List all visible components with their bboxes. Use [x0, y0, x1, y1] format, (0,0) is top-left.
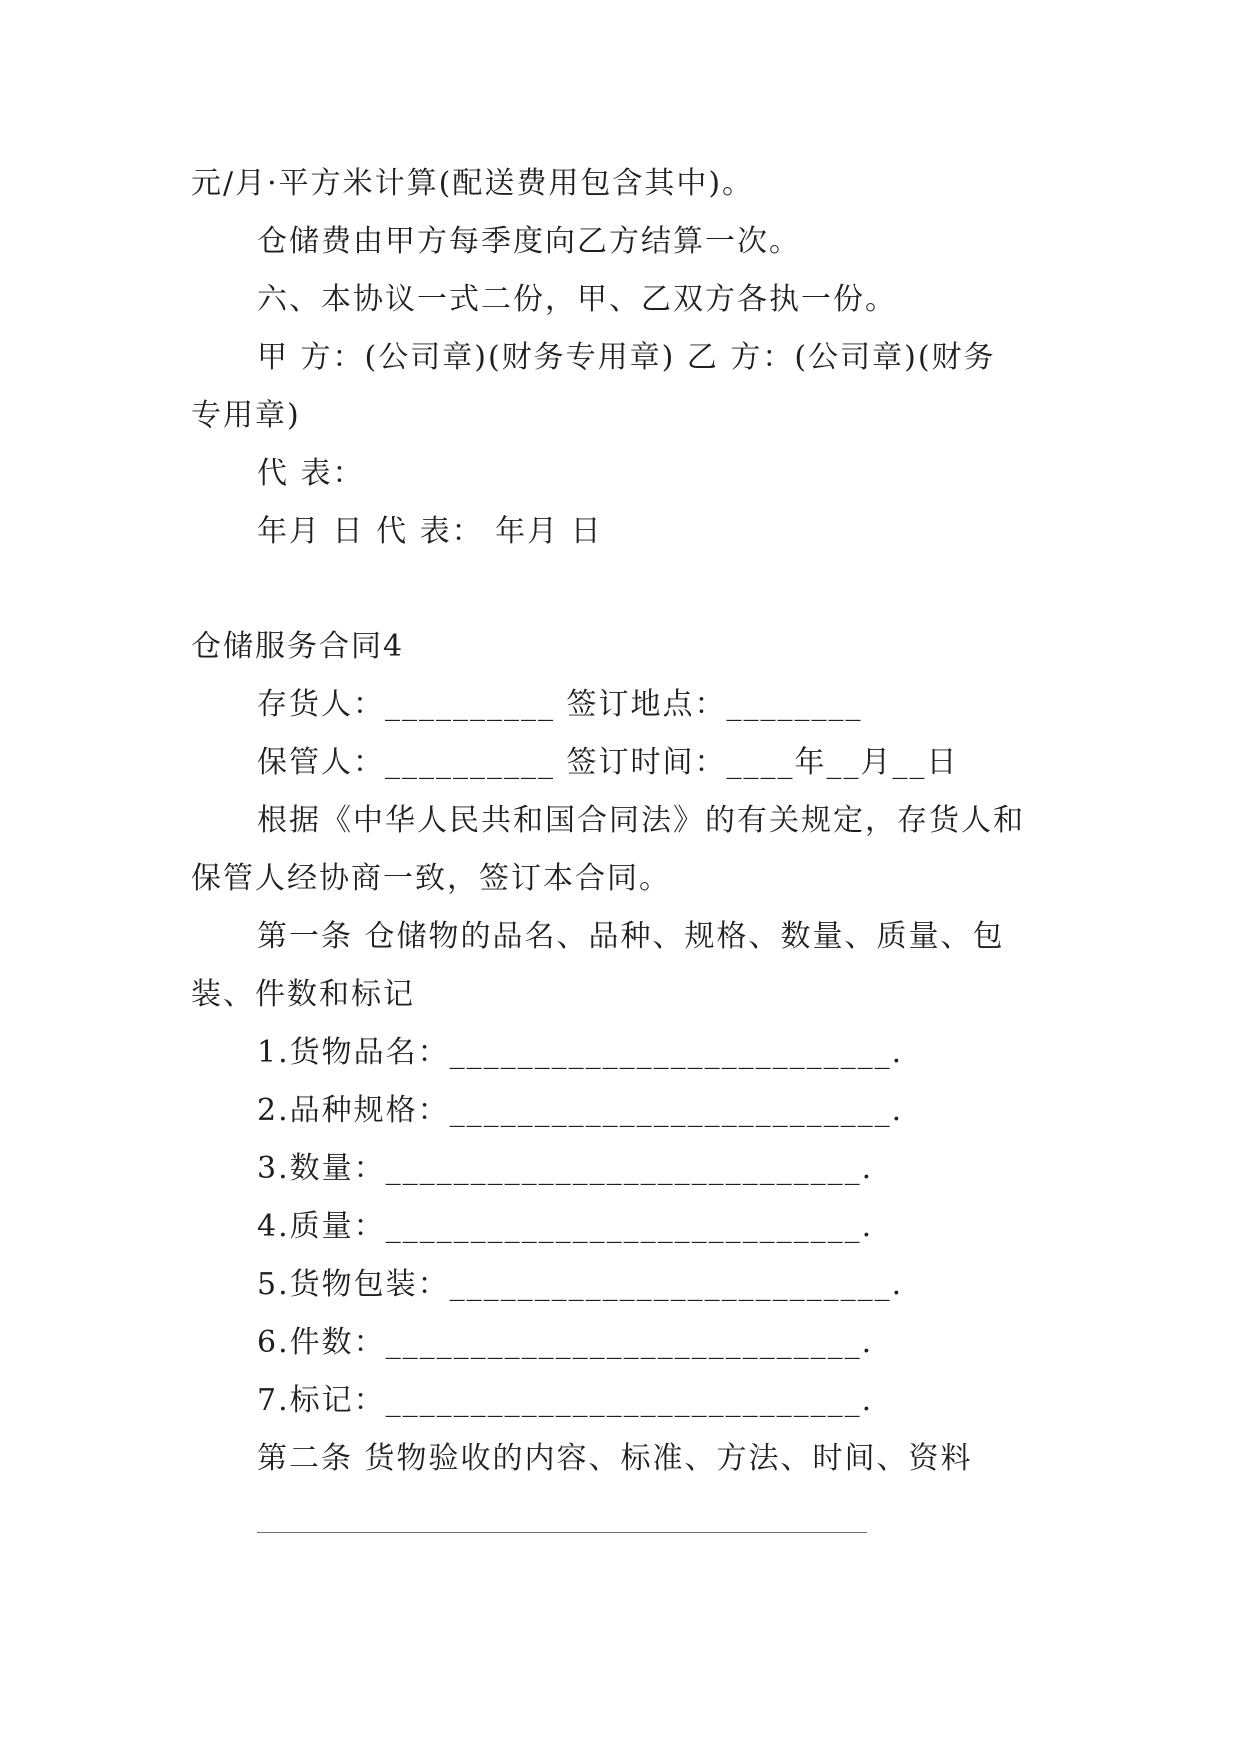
- section-title: 仓储服务合同4: [191, 629, 405, 664]
- blank-fill-line: [257, 1532, 867, 1533]
- text-line: 7.标记：____________________________.: [257, 1383, 874, 1418]
- text-line: 6.件数：____________________________.: [257, 1325, 874, 1360]
- text-line: 专用章): [191, 398, 301, 433]
- text-line: 六、本协议一式二份，甲、乙双方各执一份。: [257, 282, 897, 317]
- text-line: 3.数量：____________________________.: [257, 1151, 874, 1186]
- text-line: 1.货物品名：__________________________.: [257, 1035, 904, 1070]
- text-line: 4.质量：____________________________.: [257, 1209, 874, 1244]
- text-line: 代 表：: [257, 456, 365, 491]
- text-line: 仓储费由甲方每季度向乙方结算一次。: [257, 224, 801, 259]
- text-line: 存货人：__________ 签订地点：________: [257, 687, 863, 722]
- text-line: 保管人：__________ 签订时间：____年__月__日: [257, 745, 959, 780]
- text-line: 2.品种规格：__________________________.: [257, 1093, 904, 1128]
- text-line: 年月 日 代 表： 年月 日: [257, 514, 603, 549]
- text-line: 第一条 仓储物的品名、品种、规格、数量、质量、包: [257, 919, 1005, 954]
- text-line: 装、件数和标记: [191, 977, 415, 1012]
- text-line: 元/月·平方米计算(配送费用包含其中)。: [191, 166, 755, 201]
- text-line: 第二条 货物验收的内容、标准、方法、时间、资料: [257, 1441, 973, 1476]
- text-line: 保管人经协商一致，签订本合同。: [191, 861, 671, 896]
- text-line: 根据《中华人民共和国合同法》的有关规定，存货人和: [257, 803, 1025, 838]
- text-line: 甲 方：(公司章)(财务专用章) 乙 方：(公司章)(财务: [257, 340, 996, 375]
- text-line: 5.货物包装：__________________________.: [257, 1267, 904, 1302]
